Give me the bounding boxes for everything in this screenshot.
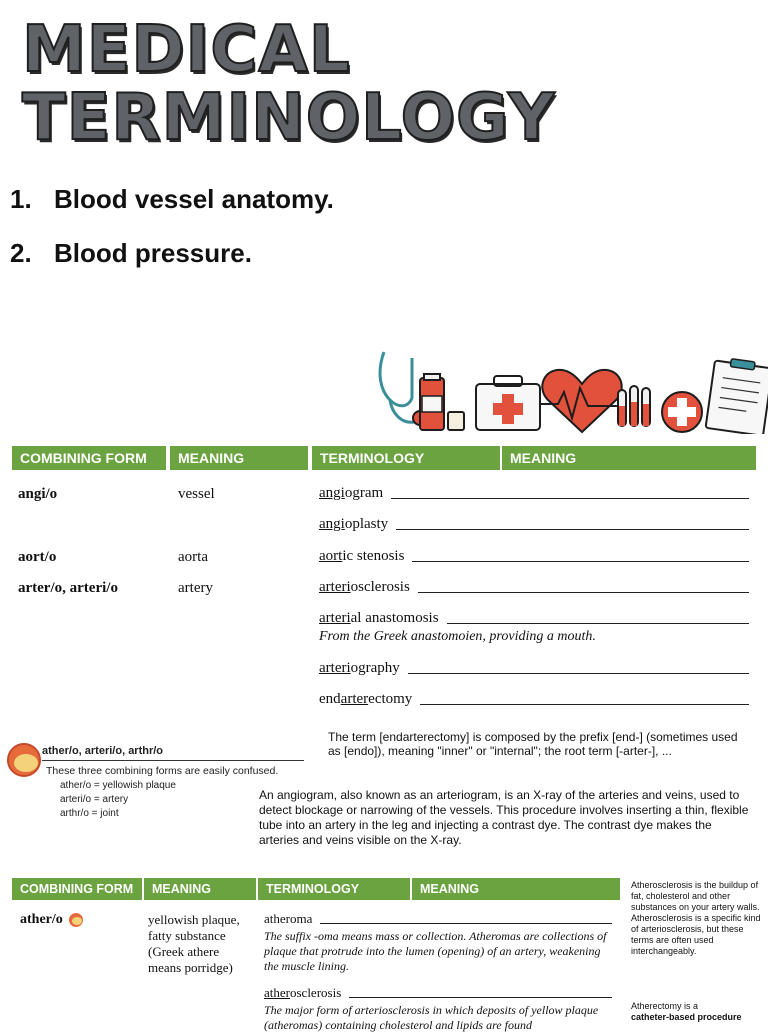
answer-blank[interactable] bbox=[391, 497, 749, 499]
confusion-item-ather: ather/o = yellowish plaque bbox=[60, 780, 176, 791]
confusion-box-subtitle: These three combining forms are easily confused. bbox=[46, 765, 279, 777]
confusion-box-divider bbox=[42, 760, 304, 761]
answer-blank[interactable] bbox=[447, 622, 749, 624]
title-medical: MEDICAL bbox=[22, 13, 351, 87]
first-aid-kit-icon bbox=[476, 376, 540, 430]
atherectomy-side-note: Atherectomy is a catheter-based procedure bbox=[631, 1001, 742, 1022]
table1-header-term-meaning: MEANING bbox=[502, 446, 756, 470]
table2-header-combining-form: COMBINING FORM bbox=[12, 878, 142, 900]
confusion-box-title: ather/o, arteri/o, arthr/o bbox=[42, 745, 164, 757]
combining-form-ather: ather/o bbox=[20, 912, 63, 927]
meaning-yellowish-plaque: yellowish plaque, fatty substance (Greek athere means porridge) bbox=[148, 912, 240, 975]
term-atherosclerosis: ather osclerosis bbox=[264, 985, 612, 1001]
term-endarterectomy: end arter ectomy bbox=[319, 691, 749, 708]
table1-header-meaning: MEANING bbox=[170, 446, 308, 470]
medical-icons-illustration bbox=[372, 348, 768, 434]
confusion-item-arthr: arthr/o = joint bbox=[60, 808, 119, 819]
plaque-icon bbox=[6, 742, 42, 778]
answer-blank[interactable] bbox=[420, 703, 749, 705]
medicine-bottle-icon bbox=[420, 374, 464, 430]
meaning-vessel: vessel bbox=[178, 486, 215, 502]
meaning-artery: artery bbox=[178, 580, 213, 596]
answer-blank[interactable] bbox=[412, 560, 749, 562]
agenda-item-1: 1. Blood vessel anatomy. bbox=[10, 184, 334, 214]
term-arterial-anastomosis: arteri al anastomosis bbox=[319, 610, 749, 627]
term-arteriography: arteri ography bbox=[319, 660, 749, 677]
combining-form-angi: angi/o bbox=[18, 486, 58, 502]
term-atheroma: atheroma bbox=[264, 911, 612, 927]
endarterectomy-note: The term [endarterectomy] is composed by the prefix [end-] (sometimes used as [endo]), meaning "inner" or "internal"; the root term [-arter-], ... bbox=[328, 730, 738, 758]
table2-header-meaning: MEANING bbox=[144, 878, 256, 900]
table1-header-combining-form: COMBINING FORM bbox=[12, 446, 166, 470]
answer-blank[interactable] bbox=[396, 528, 749, 530]
confusion-item-arteri: arteri/o = artery bbox=[60, 794, 129, 805]
meaning-aorta: aorta bbox=[178, 549, 208, 565]
term-angioplasty: angi oplasty bbox=[319, 516, 749, 533]
combining-form-arter: arter/o, arteri/o bbox=[18, 580, 118, 596]
answer-blank[interactable] bbox=[418, 591, 749, 593]
term-aortic-stenosis: aort ic stenosis bbox=[319, 548, 749, 565]
medical-cross-icon bbox=[662, 392, 702, 432]
answer-blank[interactable] bbox=[349, 996, 612, 998]
atherosclerosis-note: The major form of arteriosclerosis in which deposits of yellow plaque (atheromas) containing cholesterol and lipids are found bbox=[264, 1003, 599, 1032]
answer-blank[interactable] bbox=[408, 672, 749, 674]
heart-icon bbox=[540, 370, 624, 432]
agenda-item-2: 2. Blood pressure. bbox=[10, 238, 252, 268]
test-tubes-icon bbox=[618, 386, 650, 426]
table1-header-terminology: TERMINOLOGY bbox=[312, 446, 500, 470]
title-terminology: TERMINOLOGY bbox=[22, 81, 556, 155]
combining-form-aort: aort/o bbox=[18, 549, 57, 565]
answer-blank[interactable] bbox=[320, 922, 612, 924]
clipboard-icon bbox=[706, 359, 768, 434]
atherosclerosis-side-note: Atherosclerosis is the buildup of fat, cholesterol and other substances on your artery walls. Atherosclerosis is a specific kind of arteriosclerosis, but these terms are often used interchangeably. bbox=[631, 880, 761, 956]
angiogram-note: An angiogram, also known as an arteriogram, is an X-ray of the arteries and veins, used to detect blockage or narrowing of the vessels. This procedure involves inserting a thin, flexible tube into an artery in the leg and injecting a contrast dye. The contrast dye makes the arteries and veins visible on the X-ray. bbox=[259, 788, 749, 847]
term-arteriosclerosis: arteri osclerosis bbox=[319, 579, 749, 596]
atheroma-note: The suffix -oma means mass or collection. Atheromas are collections of plaque that protrude into the lumen (opening) of an artery, weakening the muscle lining. bbox=[264, 929, 607, 973]
table2-header-terminology: TERMINOLOGY bbox=[258, 878, 410, 900]
plaque-icon bbox=[68, 912, 84, 928]
anastomosis-etymology-note: From the Greek anastomoien, providing a mouth. bbox=[319, 629, 596, 644]
term-angiogram: angi ogram bbox=[319, 485, 749, 502]
table2-header-term-meaning: MEANING bbox=[412, 878, 620, 900]
